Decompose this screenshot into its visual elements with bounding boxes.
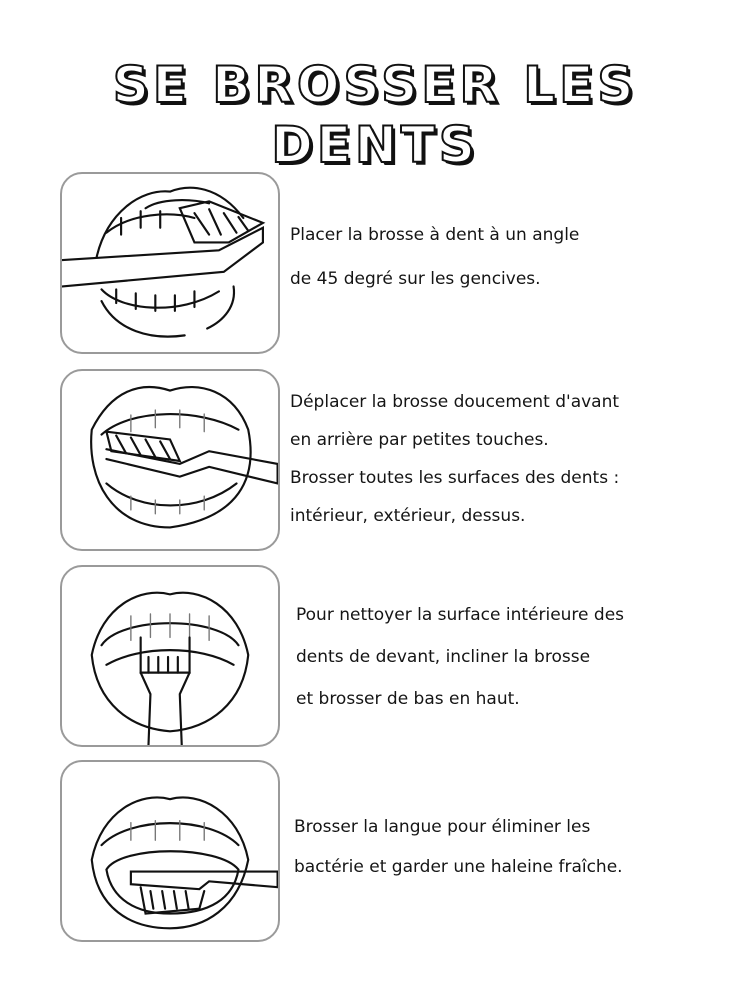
step-2-caption <box>290 392 619 526</box>
page-title: SE BROSSER LES DENTS <box>112 56 638 174</box>
step-4-caption <box>294 817 623 877</box>
caption-line: Pour nettoyer la surface intérieure des <box>296 605 625 625</box>
toothbrush-45-degree-angle-icon <box>62 174 278 352</box>
toothbrush-tongue-icon <box>62 762 278 940</box>
toothbrush-inner-front-teeth-icon <box>62 567 278 745</box>
caption-line: dents de devant, incliner la brosse <box>296 647 591 667</box>
step-1-caption <box>290 225 579 289</box>
step-2-illustration <box>60 369 280 551</box>
caption-line: et brosser de bas en haut. <box>296 689 520 709</box>
caption-line: Brosser la langue pour éliminer les <box>294 817 591 837</box>
caption-line: Placer la brosse à dent à un angle <box>290 225 580 245</box>
caption-line: bactérie et garder une haleine fraîche. <box>294 857 623 877</box>
step-3-caption <box>296 605 624 709</box>
caption-line: en arrière par petites touches. <box>290 430 549 450</box>
caption-line: de 45 degré sur les gencives. <box>290 269 541 289</box>
step-4-illustration <box>60 760 280 942</box>
step-1-illustration <box>60 172 280 354</box>
step-3-illustration <box>60 565 280 747</box>
toothbrush-back-and-forth-icon <box>62 371 278 549</box>
caption-line: intérieur, extérieur, dessus. <box>290 506 526 526</box>
caption-line: Déplacer la brosse doucement d'avant <box>290 392 620 412</box>
caption-line: Brosser toutes les surfaces des dents : <box>290 468 620 488</box>
